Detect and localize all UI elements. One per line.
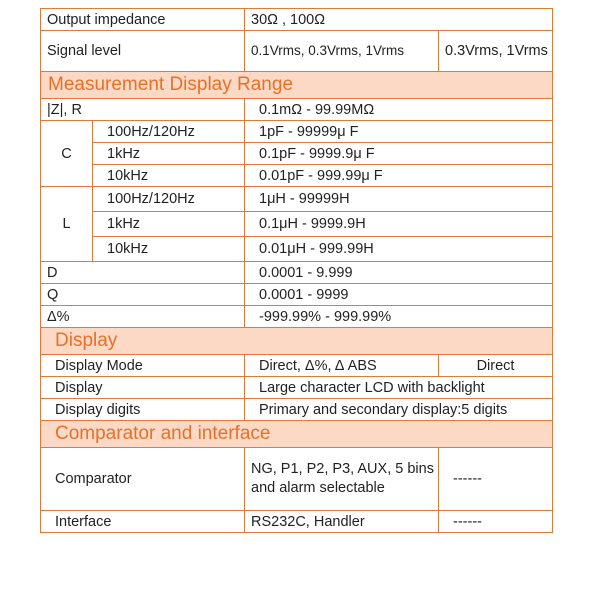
interface-value-b: ------ [439,511,553,533]
section-title-measurement: Measurement Display Range [41,72,553,99]
d-value: 0.0001 - 9.999 [245,262,553,284]
section-title-comparator: Comparator and interface [41,421,553,448]
c-freq-1khz: 1kHz [93,143,245,165]
display-mode-value-a: Direct, Δ%, Δ ABS [245,355,439,377]
interface-value-a: RS232C, Handler [245,511,439,533]
signal-level-value-a: 0.1Vrms, 0.3Vrms, 1Vrms [245,31,439,72]
spec-table [40,8,553,533]
row-interface [41,511,553,533]
c-value-1khz: 0.1pF - 9999.9μ F [245,143,553,165]
display-label: Display [41,377,245,399]
delta-value: -999.99% - 999.99% [245,306,553,328]
z-r-label: |Z|, R [41,99,245,121]
row-c-100hz [41,121,553,143]
section-title-display: Display [41,328,553,355]
comparator-value-b: ------ [439,448,553,511]
row-l-100hz [41,187,553,212]
row-comparator [41,448,553,511]
output-impedance-value: 30Ω , 100Ω [245,9,553,31]
row-output-impedance [41,9,553,31]
display-mode-label: Display Mode [41,355,245,377]
c-value-100hz: 1pF - 99999μ F [245,121,553,143]
c-freq-100hz: 100Hz/120Hz [93,121,245,143]
row-l-1khz [41,212,553,237]
display-digits-label: Display digits [41,399,245,421]
row-delta [41,306,553,328]
l-value-10khz: 0.01μH - 999.99H [245,237,553,262]
l-freq-100hz: 100Hz/120Hz [93,187,245,212]
row-signal-level [41,31,553,72]
section-measurement [41,72,553,99]
row-z-r [41,99,553,121]
display-mode-value-b: Direct [439,355,553,377]
display-value: Large character LCD with backlight [245,377,553,399]
c-freq-10khz: 10kHz [93,165,245,187]
row-q [41,284,553,306]
row-display-digits [41,399,553,421]
q-value: 0.0001 - 9999 [245,284,553,306]
l-freq-10khz: 10kHz [93,237,245,262]
row-c-1khz [41,143,553,165]
row-display [41,377,553,399]
section-display [41,328,553,355]
signal-level-label: Signal level [41,31,245,72]
l-value-1khz: 0.1μH - 9999.9H [245,212,553,237]
output-impedance-label: Output impedance [41,9,245,31]
comparator-value-a: NG, P1, P2, P3, AUX, 5 bins and alarm selectable [245,448,439,511]
row-l-10khz [41,237,553,262]
signal-level-value-b: 0.3Vrms, 1Vrms [439,31,553,72]
l-label: L [41,187,93,262]
c-value-10khz: 0.01pF - 999.99μ F [245,165,553,187]
delta-label: Δ% [41,306,245,328]
section-comparator [41,421,553,448]
row-display-mode [41,355,553,377]
q-label: Q [41,284,245,306]
z-r-value: 0.1mΩ - 99.99MΩ [245,99,553,121]
l-value-100hz: 1μH - 99999H [245,187,553,212]
row-d [41,262,553,284]
d-label: D [41,262,245,284]
row-c-10khz [41,165,553,187]
l-freq-1khz: 1kHz [93,212,245,237]
interface-label: Interface [41,511,245,533]
c-label: C [41,121,93,187]
display-digits-value: Primary and secondary display:5 digits [245,399,553,421]
comparator-label: Comparator [41,448,245,511]
